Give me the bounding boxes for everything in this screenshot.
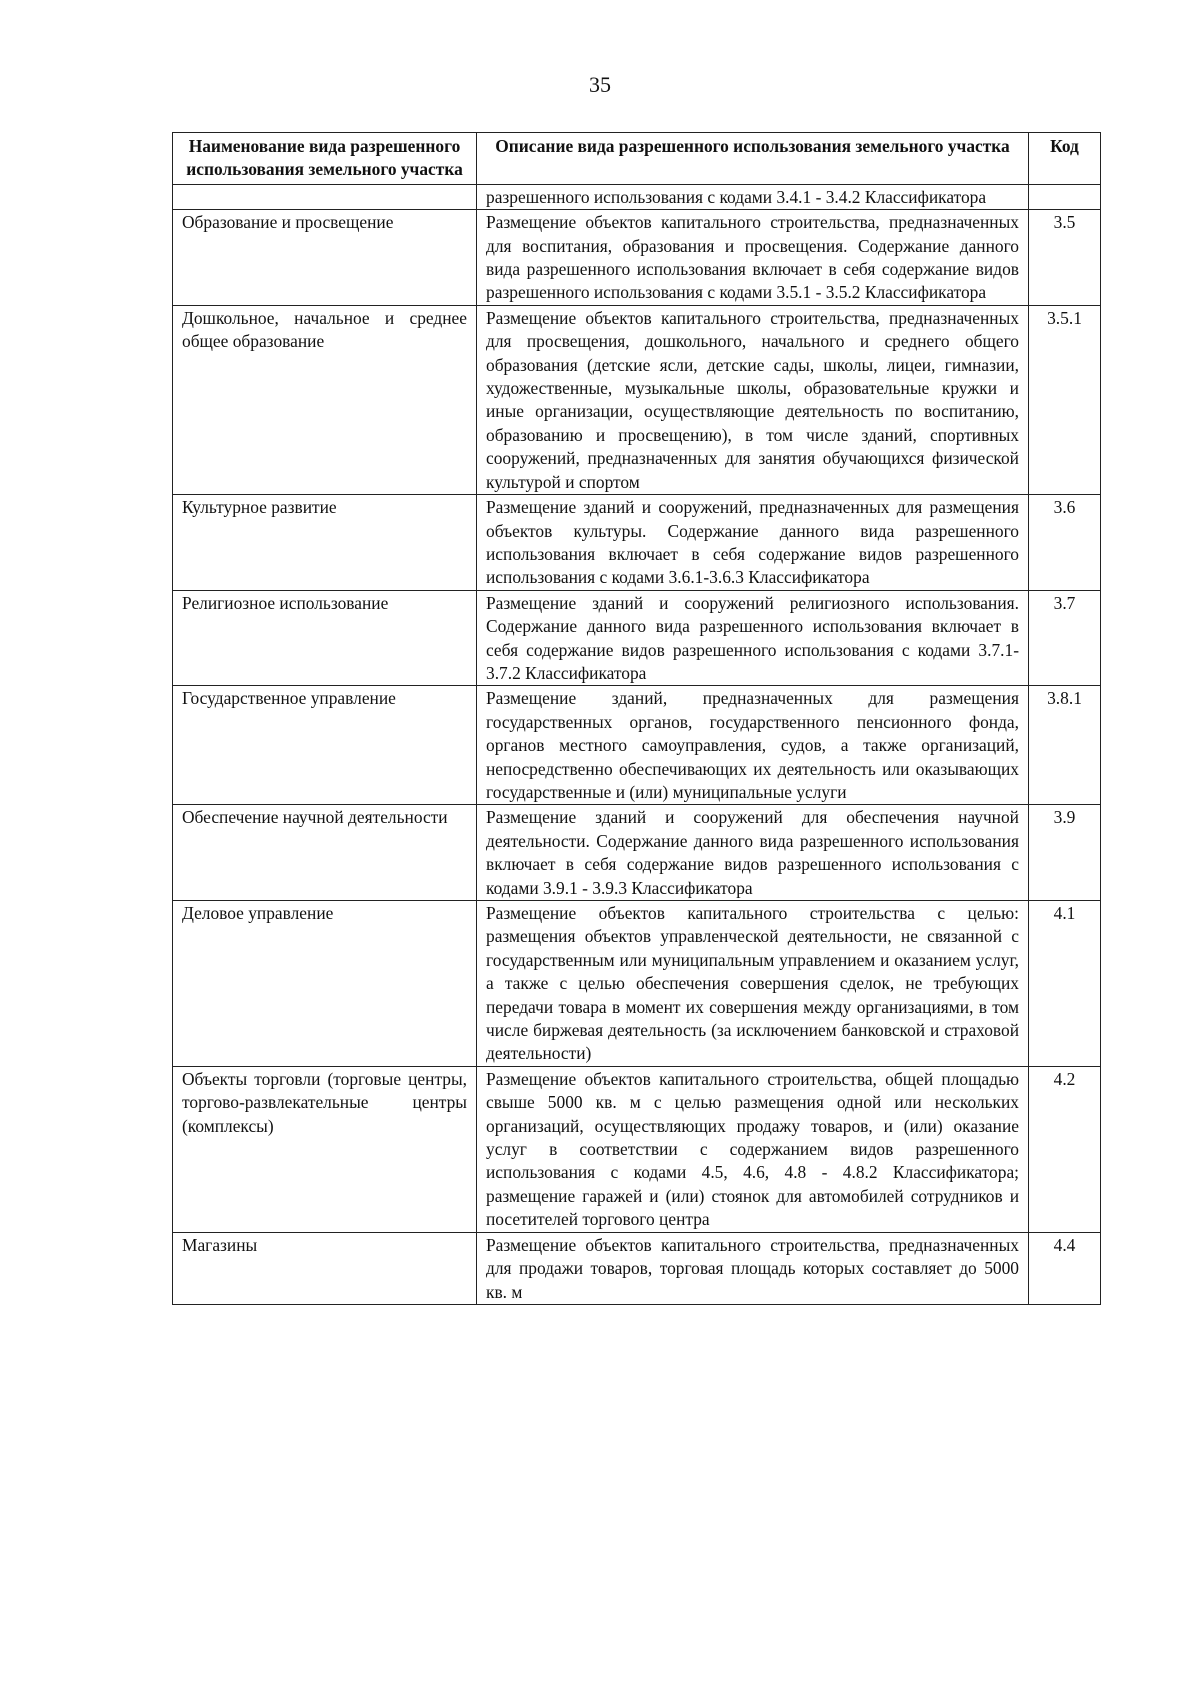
row-name: Государственное управление [173,686,477,805]
table-row [173,1066,1101,1232]
table-row [173,184,1101,209]
row-code: 3.6 [1029,495,1101,591]
row-code [1029,184,1101,209]
header-name: Наименование вида разрешенного использования земельного участка [173,133,477,185]
row-name [173,184,477,209]
table-row [173,686,1101,805]
page-number: 35 [589,72,611,97]
row-name: Обеспечение научной деятельности [173,805,477,901]
row-description: Размещение зданий и сооружений, предназначенных для размещения объектов культуры. Содержание данного вида разрешенного использования включает в себя содержание видов разрешенного использования с кодами 3.6.1-3.6.3 Классификатора [477,495,1029,591]
row-name: Образование и просвещение [173,210,477,306]
table-row [173,305,1101,494]
row-name: Религиозное использование [173,590,477,686]
row-code: 4.2 [1029,1066,1101,1232]
row-name: Дошкольное, начальное и среднее общее образование [173,305,477,494]
row-code: 3.5.1 [1029,305,1101,494]
row-description: Размещение зданий и сооружений для обеспечения научной деятельности. Содержание данного вида разрешенного использования включает в себя содержание видов разрешенного использования с кодами 3.9.1 - 3.9.3 Классификатора [477,805,1029,901]
row-code: 4.4 [1029,1232,1101,1304]
row-description: Размещение объектов капитального строительства, предназначенных для воспитания, образования и просвещения. Содержание данного вида разрешенного использования включает в себя содержание видов разрешенного использования с кодами 3.5.1 - 3.5.2 Классификатора [477,210,1029,306]
land-use-table [172,132,1101,1305]
row-code: 3.7 [1029,590,1101,686]
row-name: Объекты торговли (торговые центры, торгово-развлекательные центры (комплексы) [173,1066,477,1232]
row-name: Деловое управление [173,901,477,1067]
row-description: Размещение объектов капитального строительства, предназначенных для продажи товаров, торговая площадь которых составляет до 5000 кв. м [477,1232,1029,1304]
table-row [173,901,1101,1067]
table-row [173,210,1101,306]
row-code: 4.1 [1029,901,1101,1067]
table-row [173,590,1101,686]
table-row [173,805,1101,901]
row-code: 3.9 [1029,805,1101,901]
row-description: Размещение объектов капитального строительства с целью: размещения объектов управленческой деятельности, не связанной с государственным или муниципальным управлением и оказанием услуг, а также с целью обеспечения совершения сделок, не требующих передачи товара в момент их совершения между организациями, в том числе биржевая деятельность (за исключением банковской и страховой деятельности) [477,901,1029,1067]
row-name: Культурное развитие [173,495,477,591]
table-row [173,1232,1101,1304]
row-description: Размещение зданий и сооружений религиозного использования. Содержание данного вида разрешенного использования включает в себя содержание видов разрешенного использования с кодами 3.7.1-3.7.2 Классификатора [477,590,1029,686]
header-code: Код [1029,133,1101,185]
header-description: Описание вида разрешенного использования земельного участка [477,133,1029,185]
row-code: 3.8.1 [1029,686,1101,805]
table-row [173,495,1101,591]
row-description: Размещение объектов капитального строительства, предназначенных для просвещения, дошкольного, начального и среднего общего образования (детские ясли, детские сады, школы, лицеи, гимназии, художественные, музыкальные школы, образовательные кружки и иные организации, осуществляющие деятельность по воспитанию, образованию и просвещению), в том числе зданий, спортивных сооружений, предназначенных для занятия обучающихся физической культурой и спортом [477,305,1029,494]
row-description: Размещение зданий, предназначенных для размещения государственных органов, государственного пенсионного фонда, органов местного самоуправления, судов, а также организаций, непосредственно обеспечивающих их деятельность или оказывающих государственные и (или) муниципальные услуги [477,686,1029,805]
row-name: Магазины [173,1232,477,1304]
table-header-row [173,133,1101,185]
row-description: разрешенного использования с кодами 3.4.1 - 3.4.2 Классификатора [477,184,1029,209]
row-code: 3.5 [1029,210,1101,306]
row-description: Размещение объектов капитального строительства, общей площадью свыше 5000 кв. м с целью размещения одной или нескольких организаций, осуществляющих продажу товаров, и (или) оказание услуг в соответствии с содержанием видов разрешенного использования с кодами 4.5, 4.6, 4.8 - 4.8.2 Классификатора; размещение гаражей и (или) стоянок для автомобилей сотрудников и посетителей торгового центра [477,1066,1029,1232]
